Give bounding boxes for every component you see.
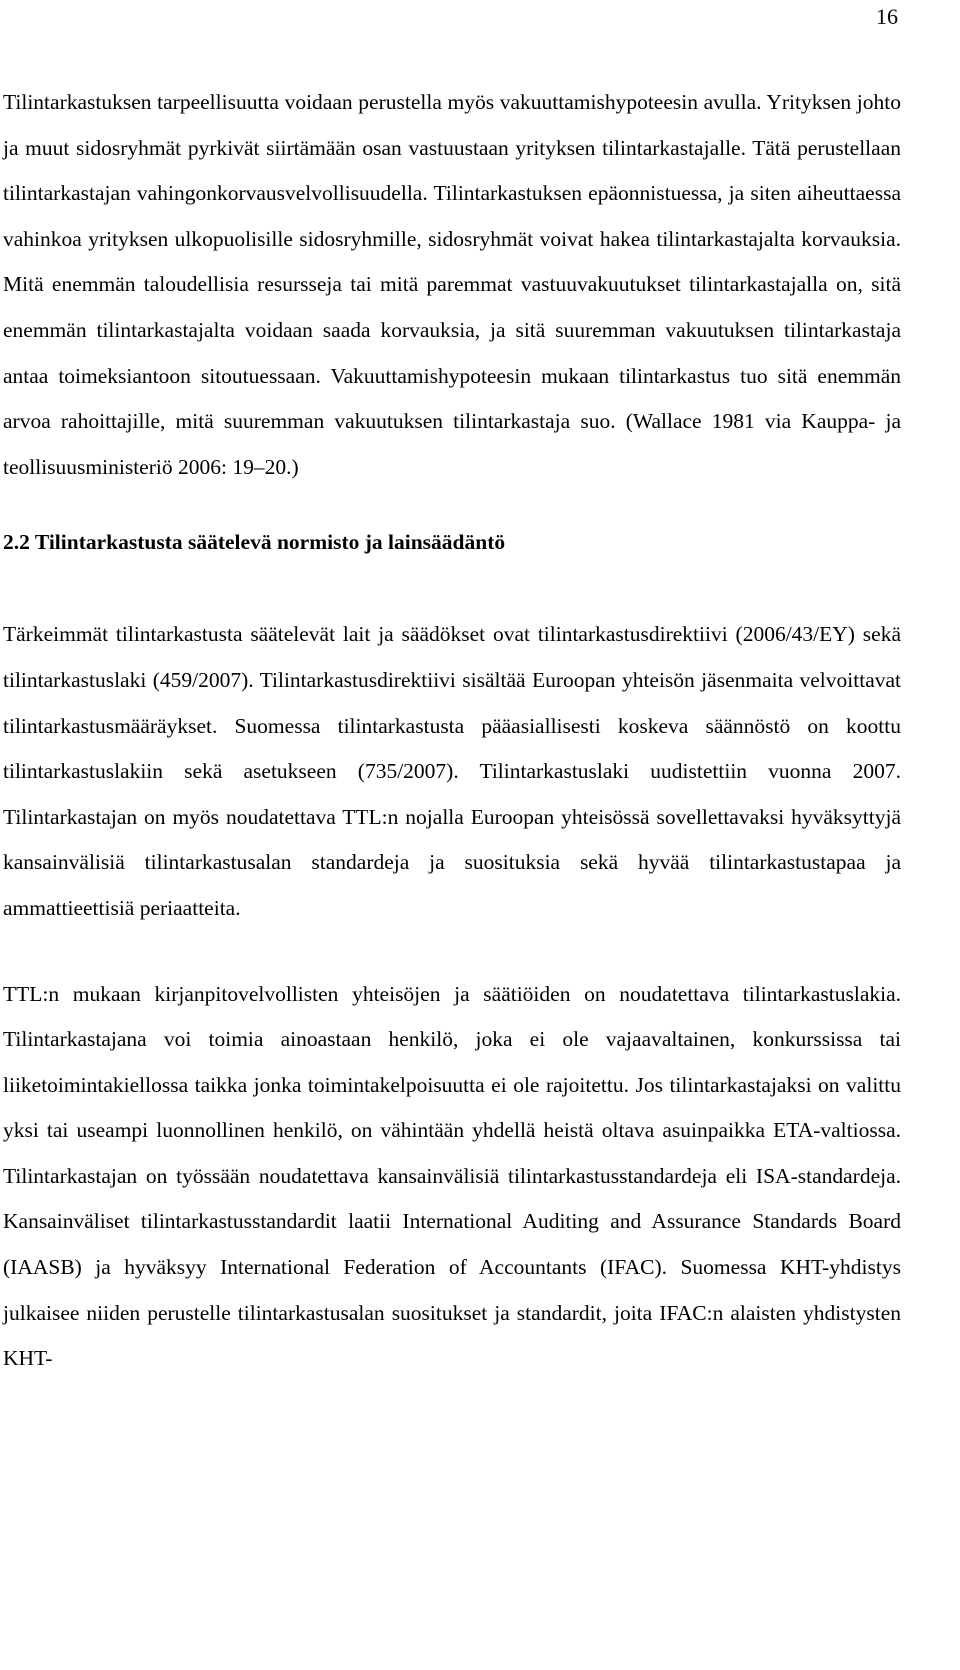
paragraph-ttl: TTL:n mukaan kirjanpitovelvollisten yhteisöjen ja säätiöiden on noudatettava tilintarkastuslakia. Tilintarkastajana voi toimia ainoastaan henkilö, joka ei ole vajaavaltainen, konkurssissa tai liiketoimintakiellossa taikka jonka toimintakelpoisuutta ei ole rajoitettu. Jos tilintarkastajaksi on valittu yksi tai useampi luonnollinen henkilö, on vähintään yhdellä heistä oltava asuinpaikka ETA-valtiossa. Tilintarkastajan on työssään noudatettava kansainvälisiä tilintarkastusstandardeja eli ISA-standardeja. Kansainväliset tilintarkastusstandardit laatii International Auditing and Assurance Standards Board (IAASB) ja hyväksyy International Federation of Accountants (IFAC). Suomessa KHT-yhdistys julkaisee niiden perustelle tilintarkastusalan suositukset ja standardit, joita IFAC:n alaisten yhdistysten KHT- — [3, 981, 901, 1371]
document-body — [0, 80, 901, 1382]
page-number: 16 — [876, 4, 898, 29]
paragraph-lainsaadanto: Tärkeimmät tilintarkastusta säätelevät lait ja säädökset ovat tilintarkastusdirektiivi (2006/43/EY) sekä tilintarkastuslaki (459/2007). Tilintarkastusdirektiivi sisältää Euroopan yhteisön jäsenmaita velvoittavat tilintarkastusmääräykset. Suomessa tilintarkastusta pääasiallisesti koskeva säännöstö on koottu tilintarkastuslakiin sekä asetukseen (735/2007). Tilintarkastuslaki uudistettiin vuonna 2007. Tilintarkastajan on myös noudatettava TTL:n nojalla Euroopan yhteisössä sovellettavaksi hyväksyttyjä kansainvälisiä tilintarkastusalan standardeja ja suosituksia sekä hyvää tilintarkastustapaa ja ammattieettisiä periaatteita. — [3, 622, 901, 920]
paragraph-vakuuttamishypoteesi: Tilintarkastuksen tarpeellisuutta voidaan perustella myös vakuuttamishypoteesin avulla. Yrityksen johto ja muut sidosryhmät pyrkivät siirtämään osan vastuustaan yrityksen tilintarkastajalle. Tätä perustellaan tilintarkastajan vahingonkorvausvelvollisuudella. Tilintarkastuksen epäonnistuessa, ja siten aiheuttaessa vahinkoa yrityksen ulkopuolisille sidosryhmille, sidosryhmät voivat hakea tilintarkastajalta korvauksia. Mitä enemmän taloudellisia resursseja tai mitä paremmat vastuuvakuutukset tilintarkastajalla on, sitä enemmän tilintarkastajalta voidaan saada korvauksia, ja sitä suuremman vakuutuksen tilintarkastaja antaa toimeksiantoon sitoutuessaan. Vakuuttamishypoteesin mukaan tilintarkastus tuo sitä enemmän arvoa rahoittajille, mitä suuremman vakuutuksen tilintarkastaja suo. (Wallace 1981 via Kauppa- ja teollisuusministeriö 2006: 19–20.) — [3, 90, 901, 479]
section-heading: 2.2 Tilintarkastusta säätelevä normisto ja lainsäädäntö — [3, 530, 506, 555]
